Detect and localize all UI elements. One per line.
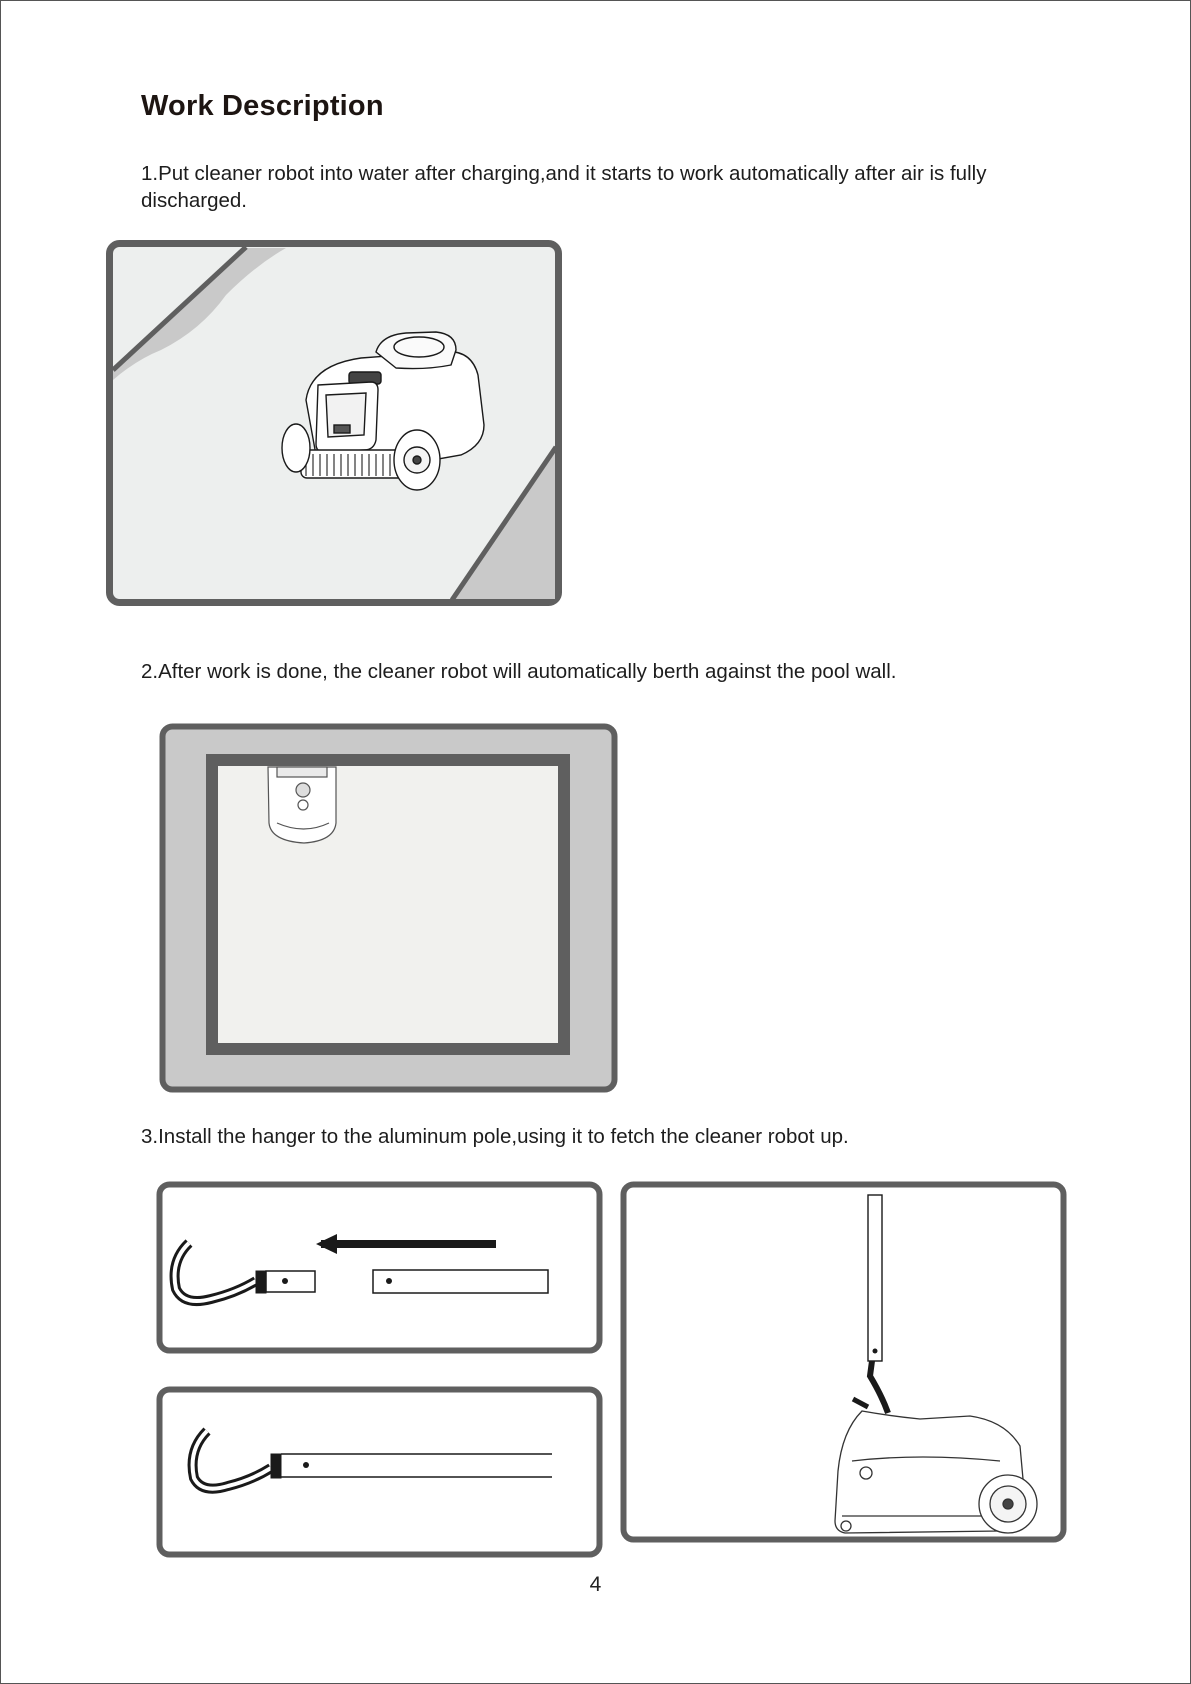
page-number: 4	[589, 1573, 602, 1596]
figure-robot-in-pool	[106, 240, 562, 606]
step-1-text: 1.Put cleaner robot into water after charging,and it starts to work automatically after air is fully discharged.	[141, 162, 987, 212]
aluminum-pole	[373, 1270, 548, 1293]
figure-robot-at-pool-wall	[159, 723, 618, 1093]
figure-fetching-robot	[620, 1181, 1067, 1543]
figure-hanger-before-install	[156, 1181, 603, 1354]
aluminum-pole	[868, 1195, 882, 1361]
page-title: Work Description	[141, 90, 384, 122]
step-2-text: 2.After work is done, the cleaner robot will automatically berth against the pool wall.	[141, 660, 897, 683]
figure-hanger-installed	[156, 1386, 603, 1558]
step-3-text: 3.Install the hanger to the aluminum pole,using it to fetch the cleaner robot up.	[141, 1125, 849, 1148]
robot-top-view-icon	[268, 767, 336, 843]
